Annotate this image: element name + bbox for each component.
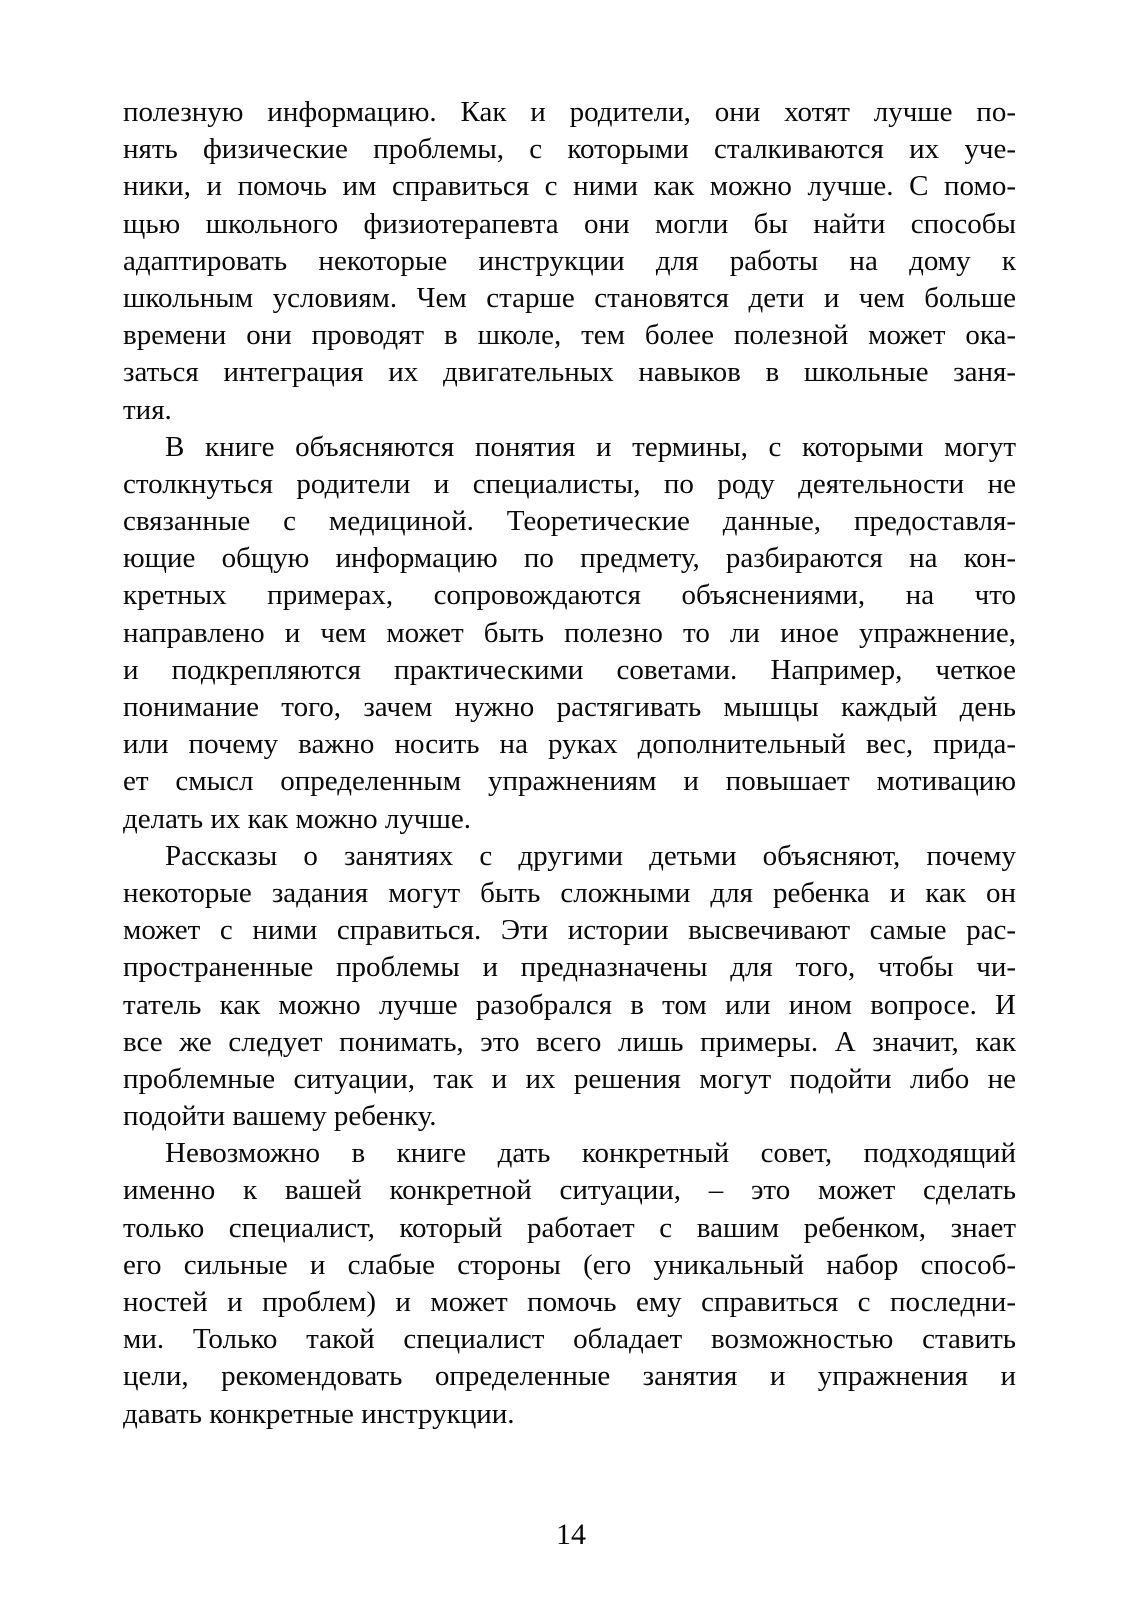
text-line: цели, рекомендовать определенные занятия и упражнения и bbox=[123, 1360, 1016, 1393]
text-line: его сильные и слабые стороны (его уникальный набор способ- bbox=[123, 1248, 1016, 1281]
text-line: проблемные ситуации, так и их решения могут подойти либо не bbox=[123, 1062, 1016, 1095]
text-line: заться интеграция их двигательных навыков в школьные заня- bbox=[123, 356, 1016, 389]
text-line: направлено и чем может быть полезно то ли иное упражнение, bbox=[123, 616, 1016, 649]
text-line: щью школьного физиотерапевта они могли бы найти способы bbox=[123, 207, 1016, 240]
paragraph bbox=[123, 94, 1016, 429]
text-line: времени они проводят в школе, тем более полезной может ока- bbox=[123, 319, 1016, 352]
text-line: В книге объясняются понятия и термины, с которыми могут bbox=[165, 430, 1016, 463]
text-line: татель как можно лучше разобрался в том или ином вопросе. И bbox=[123, 988, 1016, 1021]
text-line: связанные с медициной. Теоретические данные, предоставля- bbox=[123, 505, 1016, 538]
paragraph bbox=[123, 1135, 1016, 1433]
text-line: некоторые задания могут быть сложными для ребенка и как он bbox=[123, 876, 1016, 909]
text-line: ники, и помочь им справиться с ними как можно лучше. С помо- bbox=[123, 170, 1016, 203]
text-line: понимание того, зачем нужно растягивать мышцы каждый день bbox=[123, 691, 1016, 723]
text-line: может с ними справиться. Эти истории высвечивают самые рас- bbox=[123, 914, 1016, 947]
text-line: нять физические проблемы, с которыми сталкиваются их уче- bbox=[123, 133, 1016, 166]
text-line: делать их как можно лучше. bbox=[123, 802, 471, 835]
text-line: адаптировать некоторые инструкции для работы на дому к bbox=[123, 244, 1016, 277]
text-line: или почему важно носить на руках дополнительный вес, прида- bbox=[123, 728, 1016, 761]
paragraph bbox=[123, 838, 1016, 1136]
text-line: все же следует понимать, это всего лишь примеры. А значит, как bbox=[123, 1025, 1016, 1058]
text-line: давать конкретные инструкции. bbox=[123, 1397, 515, 1430]
text-line: только специалист, который работает с вашим ребенком, знает bbox=[123, 1211, 1016, 1244]
text-line: школьным условиям. Чем старше становятся дети и чем больше bbox=[123, 281, 1016, 314]
text-line: именно к вашей конкретной ситуации, – это может сделать bbox=[123, 1174, 1016, 1207]
text-line: полезную информацию. Как и родители, они хотят лучше по- bbox=[123, 96, 1016, 128]
text-line: тия. bbox=[123, 393, 172, 426]
text-line: столкнуться родители и специалисты, по роду деятельности не bbox=[123, 467, 1016, 500]
text-line: ностей и проблем) и может помочь ему справиться с последни- bbox=[123, 1286, 1016, 1318]
text-line: пространенные проблемы и предназначены для того, чтобы чи- bbox=[123, 951, 1016, 984]
text-line: ми. Только такой специалист обладает возможностью ставить bbox=[123, 1323, 1016, 1356]
text-line: ющие общую информацию по предмету, разбираются на кон- bbox=[123, 542, 1016, 575]
text-line: подойти вашему ребенку. bbox=[123, 1100, 437, 1133]
text-line: ет смысл определенным упражнениям и повышает мотивацию bbox=[123, 765, 1016, 798]
text-line: и подкрепляются практическими советами. Например, четкое bbox=[123, 653, 1016, 686]
paragraph bbox=[123, 429, 1016, 838]
text-line: кретных примерах, сопровождаются объяснениями, на что bbox=[123, 579, 1016, 612]
text-line: Рассказы о занятиях с другими детьми объясняют, почему bbox=[165, 839, 1016, 872]
text-line: Невозможно в книге дать конкретный совет, подходящий bbox=[165, 1137, 1016, 1170]
page-number: 14 bbox=[556, 1518, 586, 1551]
text-block bbox=[123, 94, 1016, 1433]
